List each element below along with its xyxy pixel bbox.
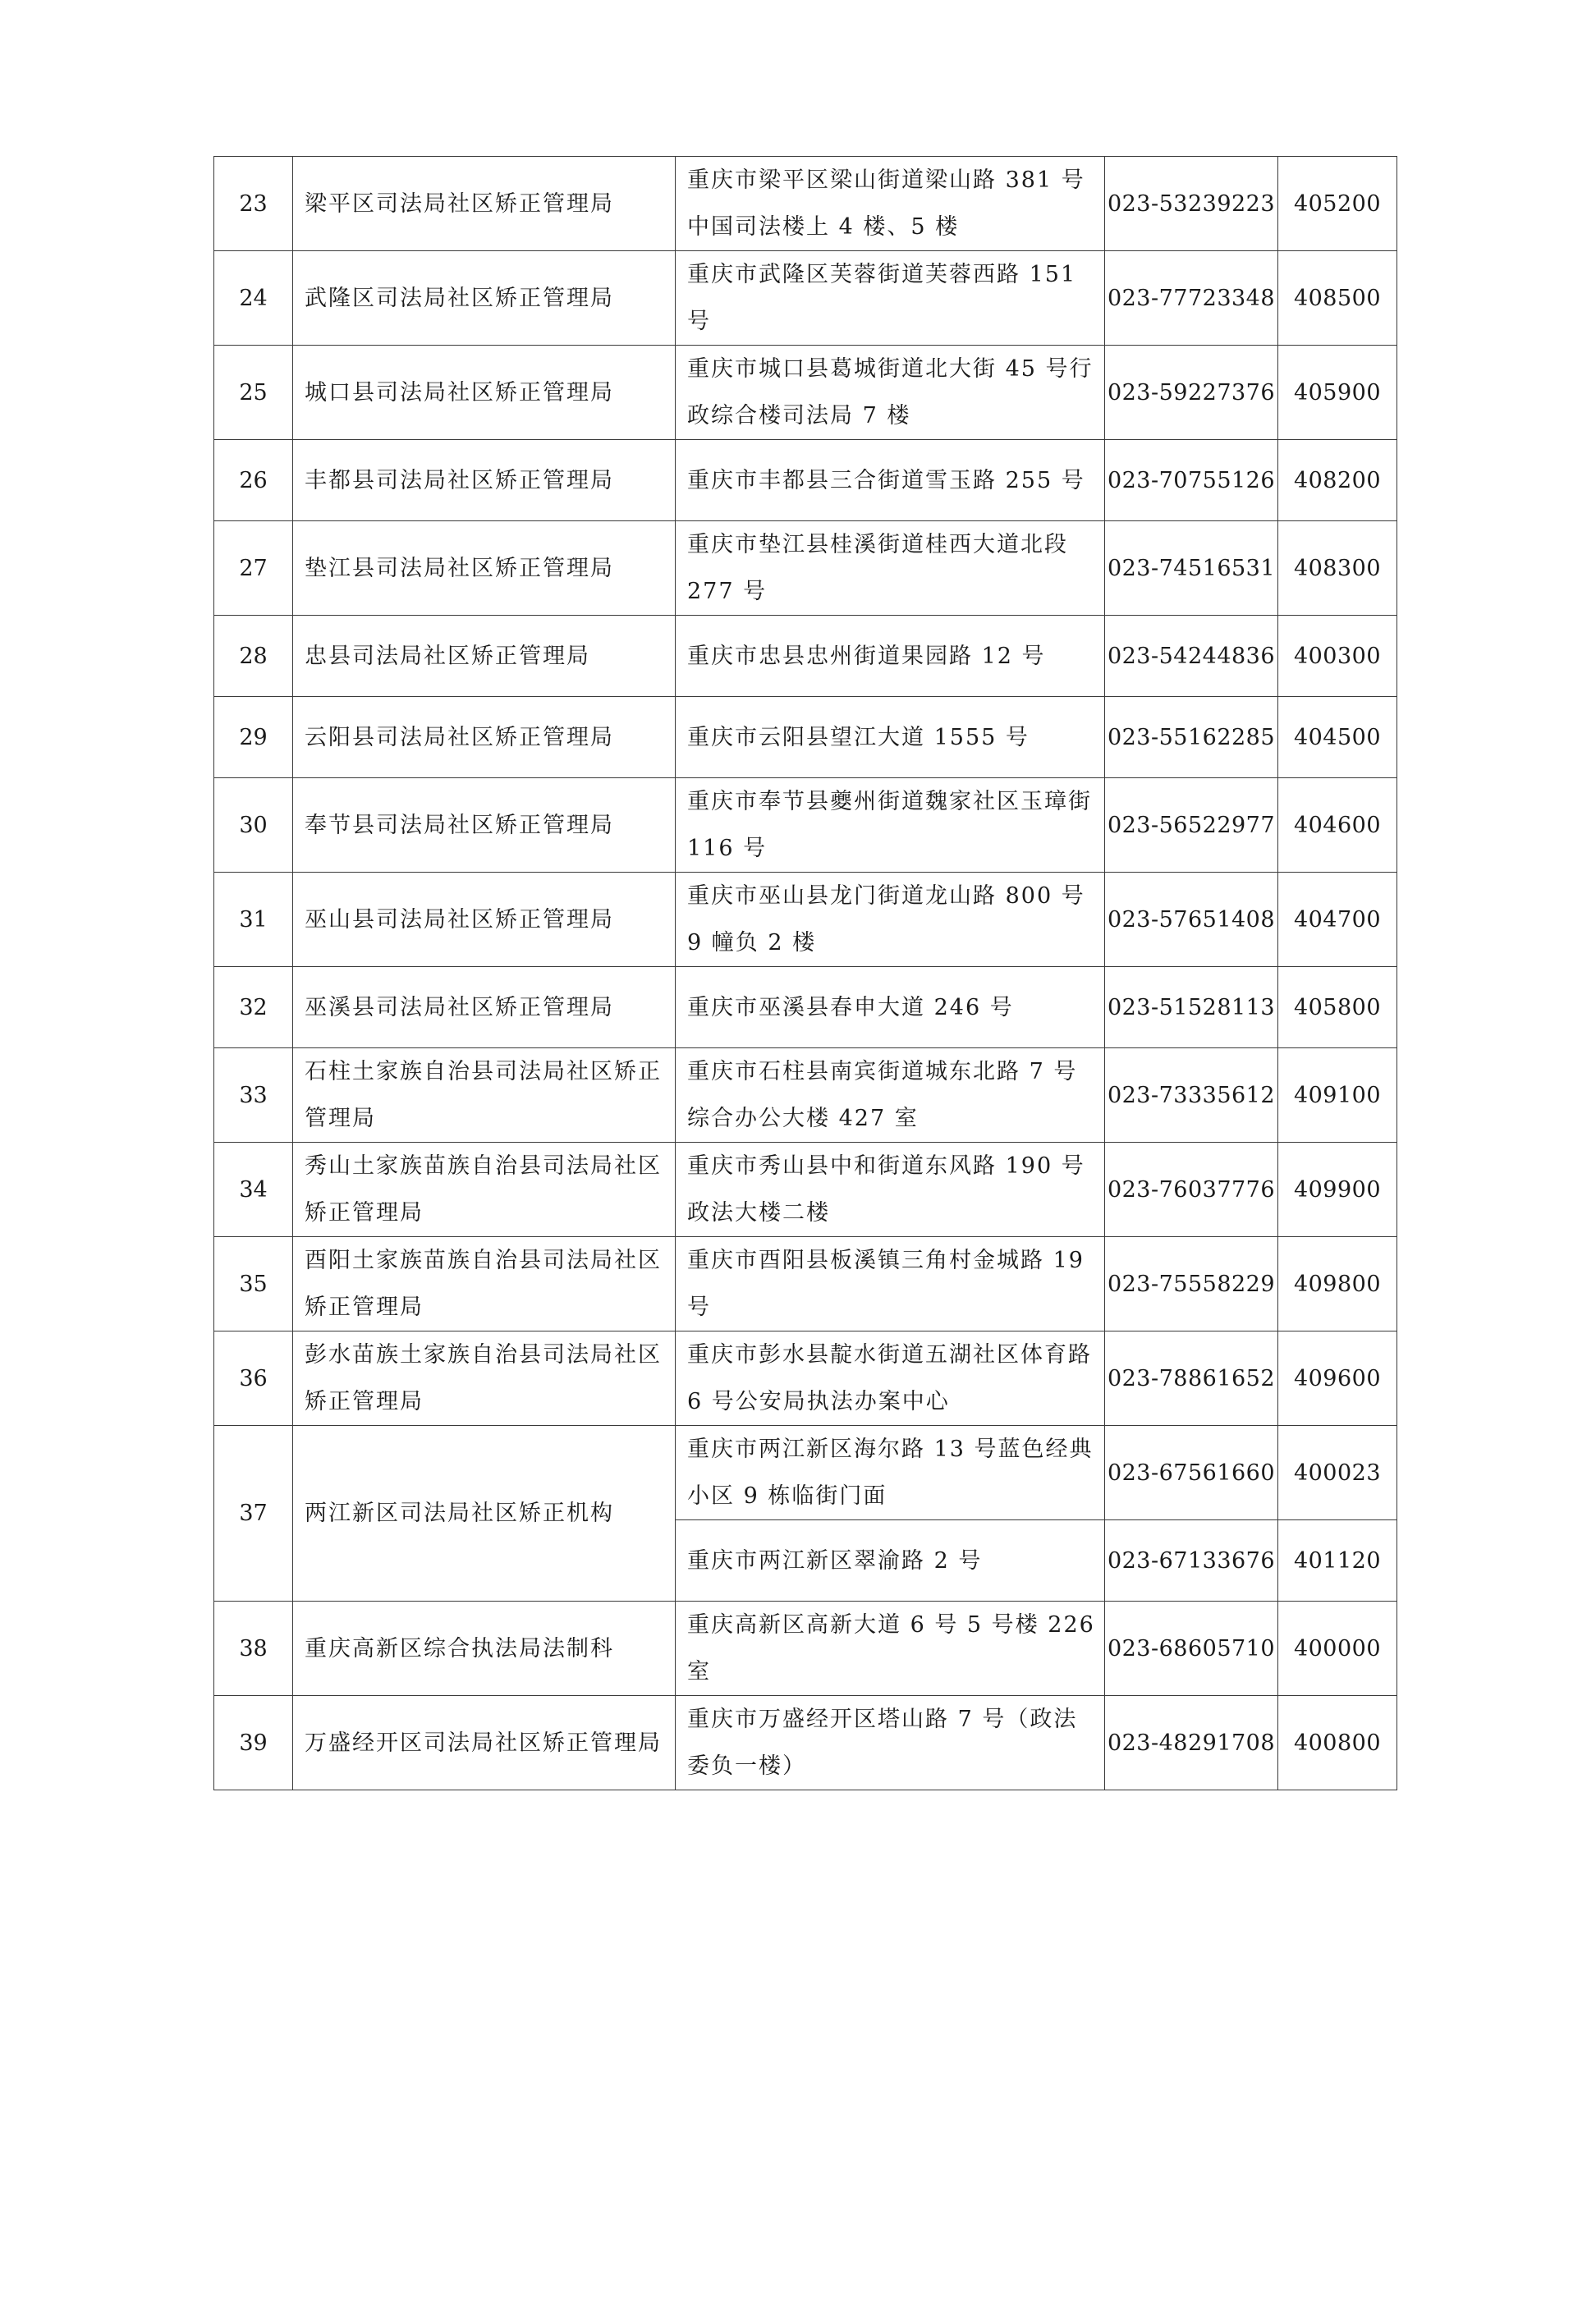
agency-address: 重庆高新区高新大道 6 号 5 号楼 226 室: [676, 1602, 1105, 1696]
agency-name: 丰都县司法局社区矫正管理局: [293, 440, 676, 521]
table-row: [214, 521, 1397, 616]
row-number: 37: [214, 1426, 293, 1602]
agency-phone: 023-56522977: [1105, 778, 1278, 873]
agency-name: 垫江县司法局社区矫正管理局: [293, 521, 676, 616]
agency-address: 重庆市彭水县靛水街道五湖社区体育路 6 号公安局执法办案中心: [676, 1331, 1105, 1426]
agency-phone: 023-55162285: [1105, 697, 1278, 778]
community-correction-directory-table: [213, 156, 1397, 1790]
table-row: [214, 1331, 1397, 1426]
postal-code: 408200: [1278, 440, 1397, 521]
row-number: 35: [214, 1237, 293, 1331]
postal-code: 400000: [1278, 1602, 1397, 1696]
row-number: 29: [214, 697, 293, 778]
row-number: 24: [214, 251, 293, 346]
agency-phone: 023-67561660: [1105, 1426, 1278, 1520]
agency-phone: 023-70755126: [1105, 440, 1278, 521]
table-row: [214, 346, 1397, 440]
postal-code: 404600: [1278, 778, 1397, 873]
postal-code: 409600: [1278, 1331, 1397, 1426]
agency-phone: 023-78861652: [1105, 1331, 1278, 1426]
row-number: 26: [214, 440, 293, 521]
agency-address: 重庆市奉节县夔州街道魏家社区玉璋街 116 号: [676, 778, 1105, 873]
row-number: 25: [214, 346, 293, 440]
agency-name: 忠县司法局社区矫正管理局: [293, 616, 676, 697]
agency-name: 酉阳土家族苗族自治县司法局社区矫正管理局: [293, 1237, 676, 1331]
row-number: 31: [214, 873, 293, 967]
agency-name: 奉节县司法局社区矫正管理局: [293, 778, 676, 873]
postal-code: 400023: [1278, 1426, 1397, 1520]
table-row: [214, 1237, 1397, 1331]
agency-name: 云阳县司法局社区矫正管理局: [293, 697, 676, 778]
agency-phone: 023-68605710: [1105, 1602, 1278, 1696]
agency-phone: 023-54244836: [1105, 616, 1278, 697]
agency-address: 重庆市两江新区翠渝路 2 号: [676, 1520, 1105, 1602]
agency-address: 重庆市两江新区海尔路 13 号蓝色经典小区 9 栋临街门面: [676, 1426, 1105, 1520]
postal-code: 405800: [1278, 967, 1397, 1048]
postal-code: 408500: [1278, 251, 1397, 346]
postal-code: 409100: [1278, 1048, 1397, 1143]
table-row: [214, 1426, 1397, 1520]
row-number: 33: [214, 1048, 293, 1143]
agency-name: 石柱土家族自治县司法局社区矫正管理局: [293, 1048, 676, 1143]
agency-phone: 023-73335612: [1105, 1048, 1278, 1143]
agency-address: 重庆市石柱县南宾街道城东北路 7 号综合办公大楼 427 室: [676, 1048, 1105, 1143]
row-number: 30: [214, 778, 293, 873]
postal-code: 405200: [1278, 157, 1397, 251]
agency-address: 重庆市丰都县三合街道雪玉路 255 号: [676, 440, 1105, 521]
postal-code: 409800: [1278, 1237, 1397, 1331]
agency-phone: 023-57651408: [1105, 873, 1278, 967]
row-number: 32: [214, 967, 293, 1048]
table-row: [214, 1696, 1397, 1790]
agency-address: 重庆市巫山县龙门街道龙山路 800 号 9 幢负 2 楼: [676, 873, 1105, 967]
agency-address: 重庆市秀山县中和街道东风路 190 号政法大楼二楼: [676, 1143, 1105, 1237]
table-row: [214, 697, 1397, 778]
agency-address: 重庆市酉阳县板溪镇三角村金城路 19 号: [676, 1237, 1105, 1331]
table-row: [214, 873, 1397, 967]
agency-name: 武隆区司法局社区矫正管理局: [293, 251, 676, 346]
agency-address: 重庆市武隆区芙蓉街道芙蓉西路 151 号: [676, 251, 1105, 346]
agency-phone: 023-77723348: [1105, 251, 1278, 346]
agency-name: 两江新区司法局社区矫正机构: [293, 1426, 676, 1602]
row-number: 39: [214, 1696, 293, 1790]
agency-address: 重庆市垫江县桂溪街道桂西大道北段 277 号: [676, 521, 1105, 616]
table-row: [214, 157, 1397, 251]
agency-address: 重庆市忠县忠州街道果园路 12 号: [676, 616, 1105, 697]
agency-address: 重庆市云阳县望江大道 1555 号: [676, 697, 1105, 778]
agency-name: 巫溪县司法局社区矫正管理局: [293, 967, 676, 1048]
row-number: 27: [214, 521, 293, 616]
row-number: 36: [214, 1331, 293, 1426]
agency-address: 重庆市城口县葛城街道北大街 45 号行政综合楼司法局 7 楼: [676, 346, 1105, 440]
agency-name: 梁平区司法局社区矫正管理局: [293, 157, 676, 251]
postal-code: 400800: [1278, 1696, 1397, 1790]
agency-phone: 023-67133676: [1105, 1520, 1278, 1602]
table-row: [214, 1602, 1397, 1696]
row-number: 34: [214, 1143, 293, 1237]
agency-phone: 023-59227376: [1105, 346, 1278, 440]
table-row: [214, 1048, 1397, 1143]
agency-name: 重庆高新区综合执法局法制科: [293, 1602, 676, 1696]
agency-phone: 023-48291708: [1105, 1696, 1278, 1790]
agency-address: 重庆市巫溪县春申大道 246 号: [676, 967, 1105, 1048]
agency-address: 重庆市万盛经开区塔山路 7 号（政法委负一楼）: [676, 1696, 1105, 1790]
table-row: [214, 616, 1397, 697]
agency-name: 秀山土家族苗族自治县司法局社区矫正管理局: [293, 1143, 676, 1237]
table-row: [214, 440, 1397, 521]
postal-code: 400300: [1278, 616, 1397, 697]
agency-phone: 023-74516531: [1105, 521, 1278, 616]
postal-code: 408300: [1278, 521, 1397, 616]
agency-phone: 023-76037776: [1105, 1143, 1278, 1237]
agency-phone: 023-53239223: [1105, 157, 1278, 251]
table-row: [214, 1143, 1397, 1237]
row-number: 28: [214, 616, 293, 697]
row-number: 38: [214, 1602, 293, 1696]
agency-phone: 023-75558229: [1105, 1237, 1278, 1331]
agency-address: 重庆市梁平区梁山街道梁山路 381 号中国司法楼上 4 楼、5 楼: [676, 157, 1105, 251]
postal-code: 404500: [1278, 697, 1397, 778]
agency-name: 万盛经开区司法局社区矫正管理局: [293, 1696, 676, 1790]
agency-name: 城口县司法局社区矫正管理局: [293, 346, 676, 440]
table-row: [214, 251, 1397, 346]
agency-name: 巫山县司法局社区矫正管理局: [293, 873, 676, 967]
postal-code: 405900: [1278, 346, 1397, 440]
postal-code: 409900: [1278, 1143, 1397, 1237]
agency-name: 彭水苗族土家族自治县司法局社区矫正管理局: [293, 1331, 676, 1426]
agency-phone: 023-51528113: [1105, 967, 1278, 1048]
row-number: 23: [214, 157, 293, 251]
postal-code: 404700: [1278, 873, 1397, 967]
postal-code: 401120: [1278, 1520, 1397, 1602]
table-row: [214, 778, 1397, 873]
table-row: [214, 967, 1397, 1048]
